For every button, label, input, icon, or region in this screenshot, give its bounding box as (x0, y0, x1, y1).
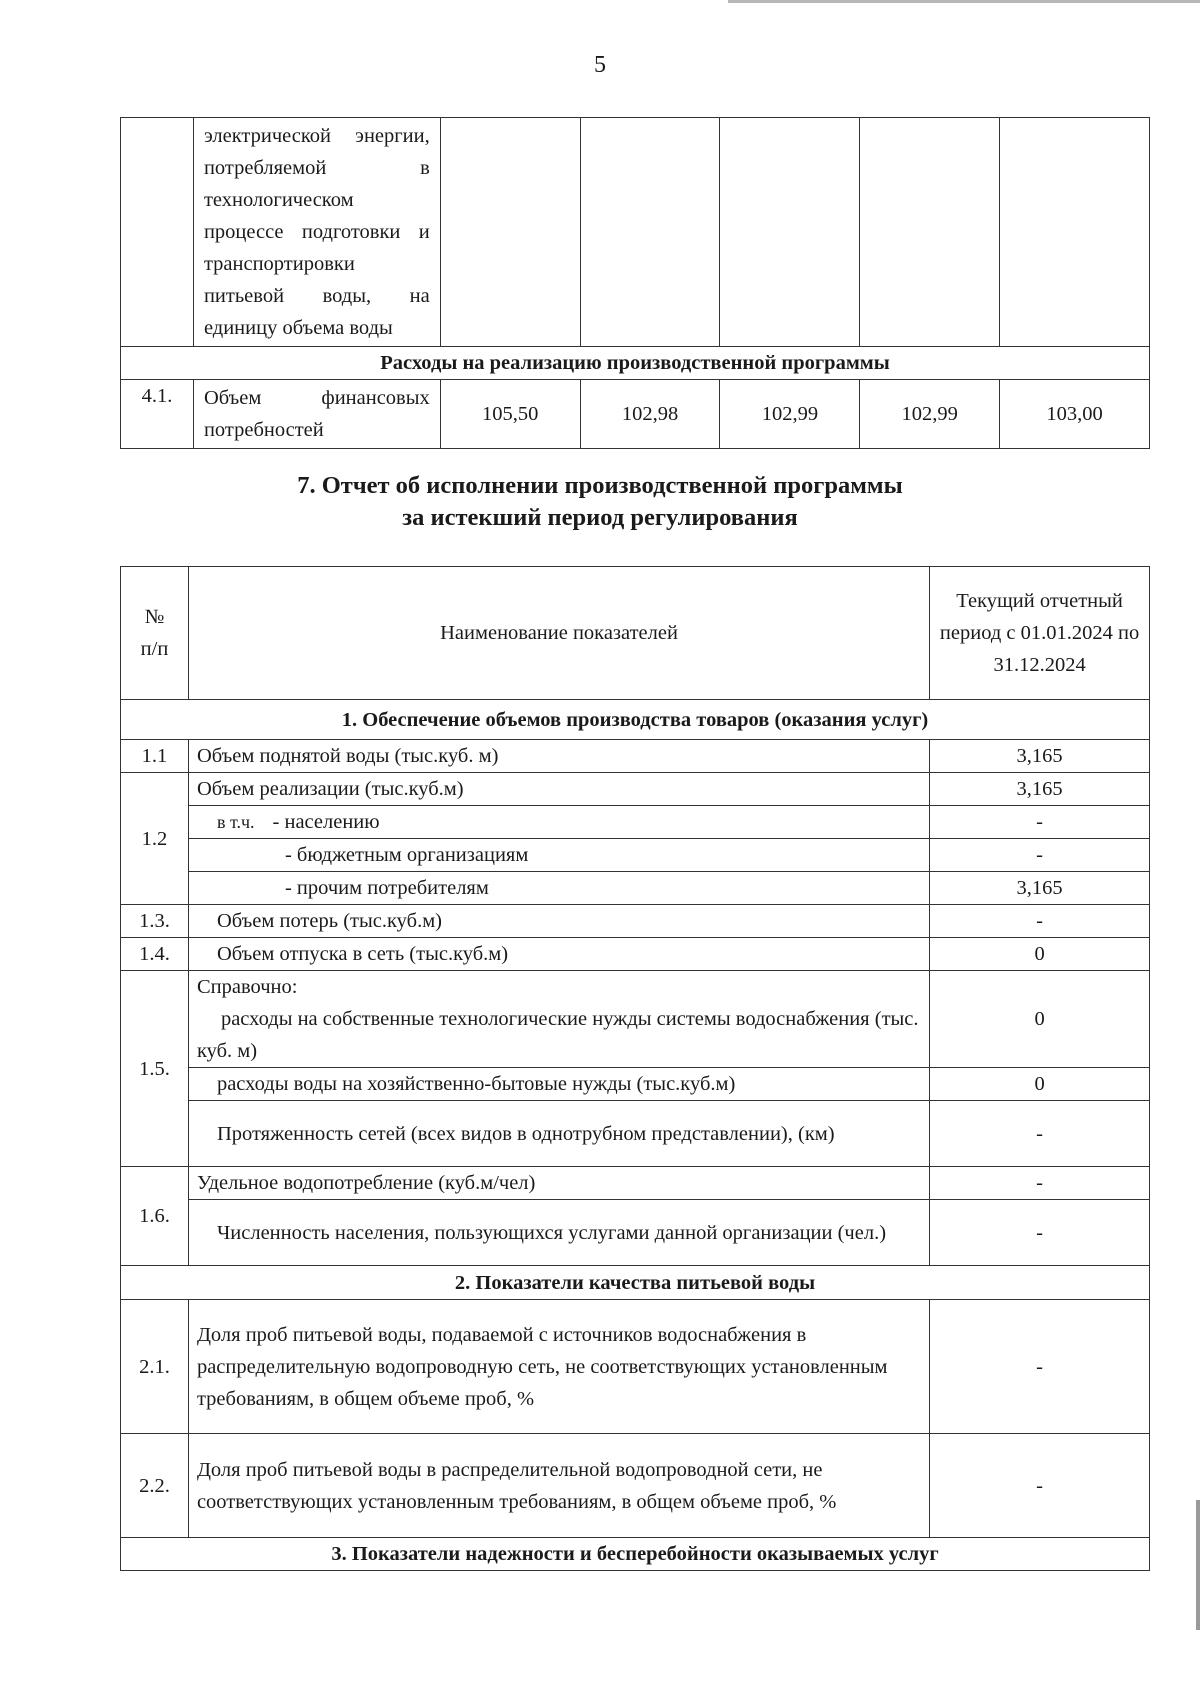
row-number: 1.4. (121, 938, 189, 971)
production-program-table-continued (120, 117, 1150, 449)
table-row (121, 740, 1150, 773)
value-cell: 3,165 (930, 740, 1150, 773)
table-cell (720, 118, 860, 347)
row-name: Объем финансовых потребностей (193, 380, 440, 449)
row-number: 1.6. (121, 1167, 189, 1266)
row-number: 1.1 (121, 740, 189, 773)
table-row (121, 1200, 1150, 1266)
table-row (121, 1167, 1150, 1200)
header-name: Наименование показателей (188, 567, 929, 700)
including-label: в т.ч. (216, 812, 255, 832)
value-cell: 102,99 (860, 380, 1000, 449)
value-cell: 3,165 (930, 773, 1150, 806)
value-cell: - (930, 1101, 1150, 1167)
value-cell: - (930, 1434, 1150, 1538)
sub-item: расходы на собственные технологические нужды системы водоснабжения (тыс. куб. м) (196, 1008, 919, 1062)
heading-line-2: за истекший период регулирования (402, 504, 798, 531)
section-title: 1. Обеспечение объемов производства товаров (оказания услуг) (121, 700, 1150, 740)
row-name: Численность населения, пользующихся услугами данной организации (чел.) (188, 1200, 929, 1266)
row-name: - бюджетным организациям (188, 839, 929, 872)
row-name: расходы воды на хозяйственно-бытовые нужды (тыс.куб.м) (188, 1068, 929, 1101)
header-number-line2: п/п (140, 638, 169, 660)
section-title: 2. Показатели качества питьевой воды (121, 1266, 1150, 1300)
table-row (121, 905, 1150, 938)
reference-label: Справочно: (196, 976, 298, 998)
section-title: 3. Показатели надежности и бесперебойности оказываемых услуг (121, 1538, 1150, 1571)
row-name: Объем потерь (тыс.куб.м) (188, 905, 929, 938)
value-cell: - (930, 839, 1150, 872)
value-cell: 0 (930, 1068, 1150, 1101)
row-name: Доля проб питьевой воды, подаваемой с источников водоснабжения в распределительную водопроводную сеть, не соответствующих установленным требованиям, в общем объеме проб, % (188, 1300, 929, 1434)
value-cell: - (930, 1167, 1150, 1200)
scan-artifact-top (728, 0, 1200, 3)
row-name: Удельное водопотребление (куб.м/чел) (188, 1167, 929, 1200)
table-row (121, 806, 1150, 839)
header-period: Текущий отчетный период с 01.01.2024 по 31.12.2024 (930, 567, 1150, 700)
row-number: 2.1. (121, 1300, 189, 1434)
row-name: Доля проб питьевой воды в распределительной водопроводной сети, не соответствующих установленным требованиям, в общем объеме проб, % (188, 1434, 929, 1538)
value-cell: 102,99 (720, 380, 860, 449)
value-cell: 105,50 (440, 380, 580, 449)
header-row (121, 567, 1150, 700)
value-cell: 0 (930, 971, 1150, 1068)
value-cell: 3,165 (930, 872, 1150, 905)
table-row (121, 1300, 1150, 1434)
table-cell (860, 118, 1000, 347)
sub-item: - населению (272, 811, 380, 833)
heading-line-1: 7. Отчет об исполнении производственной программы (297, 472, 903, 499)
table-row (121, 839, 1150, 872)
table-row (121, 380, 1150, 449)
table-row (121, 872, 1150, 905)
table-row (121, 773, 1150, 806)
row-name (188, 971, 929, 1068)
row-name: - прочим потребителям (188, 872, 929, 905)
table-row (121, 971, 1150, 1068)
value-cell: - (930, 1300, 1150, 1434)
value-cell: 102,98 (580, 380, 720, 449)
table-cell (440, 118, 580, 347)
section-row (121, 1266, 1150, 1300)
row-name (188, 806, 929, 839)
table-cell (121, 118, 194, 347)
page-number: 5 (594, 52, 606, 78)
section-heading (0, 470, 1200, 534)
header-number (121, 567, 189, 700)
value-cell: - (930, 806, 1150, 839)
table-row (121, 1434, 1150, 1538)
table-row (121, 1101, 1150, 1167)
value-cell: 0 (930, 938, 1150, 971)
section-title: Расходы на реализацию производственной программы (121, 347, 1150, 380)
section-row (121, 700, 1150, 740)
table-row (121, 118, 1150, 347)
table-cell (580, 118, 720, 347)
row-number: 1.5. (121, 971, 189, 1167)
header-number-line1: № (144, 606, 165, 628)
row-number: 2.2. (121, 1434, 189, 1538)
row-number: 1.3. (121, 905, 189, 938)
row-name: Объем отпуска в сеть (тыс.куб.м) (188, 938, 929, 971)
value-cell: - (930, 905, 1150, 938)
value-cell: - (930, 1200, 1150, 1266)
value-cell: 103,00 (1000, 380, 1150, 449)
row-name: Объем поднятой воды (тыс.куб. м) (188, 740, 929, 773)
section-row (121, 347, 1150, 380)
row-number: 4.1. (121, 380, 194, 449)
row-name: Объем реализации (тыс.куб.м) (188, 773, 929, 806)
section-row (121, 1538, 1150, 1571)
table-row (121, 1068, 1150, 1101)
indicator-description-continued: электрической энергии, потребляемой в технологическом процессе подготовки и транспортировки питьевой воды, на единицу объема воды (193, 118, 440, 347)
table-cell (1000, 118, 1150, 347)
report-table (120, 566, 1150, 1571)
table-row (121, 938, 1150, 971)
row-name: Протяженность сетей (всех видов в однотрубном представлении), (км) (188, 1101, 929, 1167)
scan-artifact-right (1196, 1500, 1200, 1630)
row-number: 1.2 (121, 773, 189, 905)
